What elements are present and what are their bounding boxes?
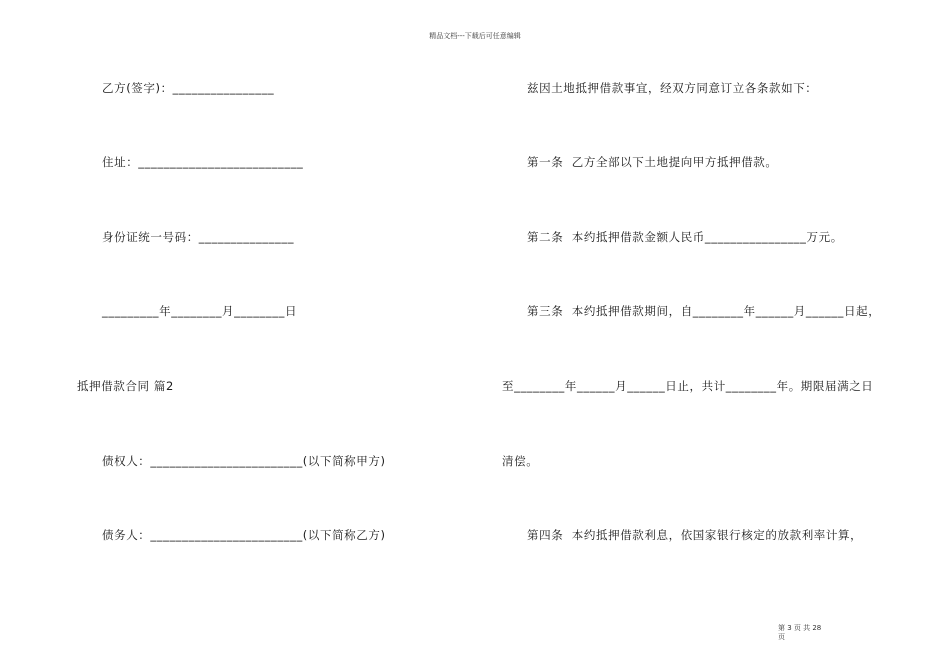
address-line: 住址：__________________________	[102, 155, 304, 169]
id-number-line: 身份证统一号码：_______________	[102, 230, 295, 244]
article-2: 第二条 本约抵押借款金额人民币________________万元。	[527, 230, 843, 244]
article-4: 第四条 本约抵押借款利息，依国家银行核定的放款利率计算，	[527, 528, 863, 542]
page-number-line: 第 3 页 共 28	[778, 624, 822, 632]
article-3-end: 清偿。	[502, 454, 539, 468]
article-3-continued: 至________年______月______日止，共计________年。期限届满之日	[502, 379, 874, 393]
page-number-suffix: 页	[778, 633, 785, 641]
intro-line: 兹因土地抵押借款事宜，经双方同意订立各条款如下：	[527, 81, 818, 95]
creditor-line: 债权人：________________________(以下简称甲方)	[102, 454, 386, 468]
debtor-line: 债务人：________________________(以下简称乙方)	[102, 528, 386, 542]
section-title: 抵押借款合同 篇2	[77, 379, 174, 393]
page-header: 精品文档---下载后可任意编辑	[429, 32, 521, 40]
date-line: _________年________月________日	[102, 304, 298, 318]
party-b-signature-line: 乙方(签字)：________________	[102, 81, 275, 95]
article-1: 第一条 乙方全部以下土地提向甲方抵押借款。	[527, 155, 778, 169]
page-number	[778, 624, 838, 642]
article-3: 第三条 本约抵押借款期间，自________年______月______日起，	[527, 304, 881, 318]
